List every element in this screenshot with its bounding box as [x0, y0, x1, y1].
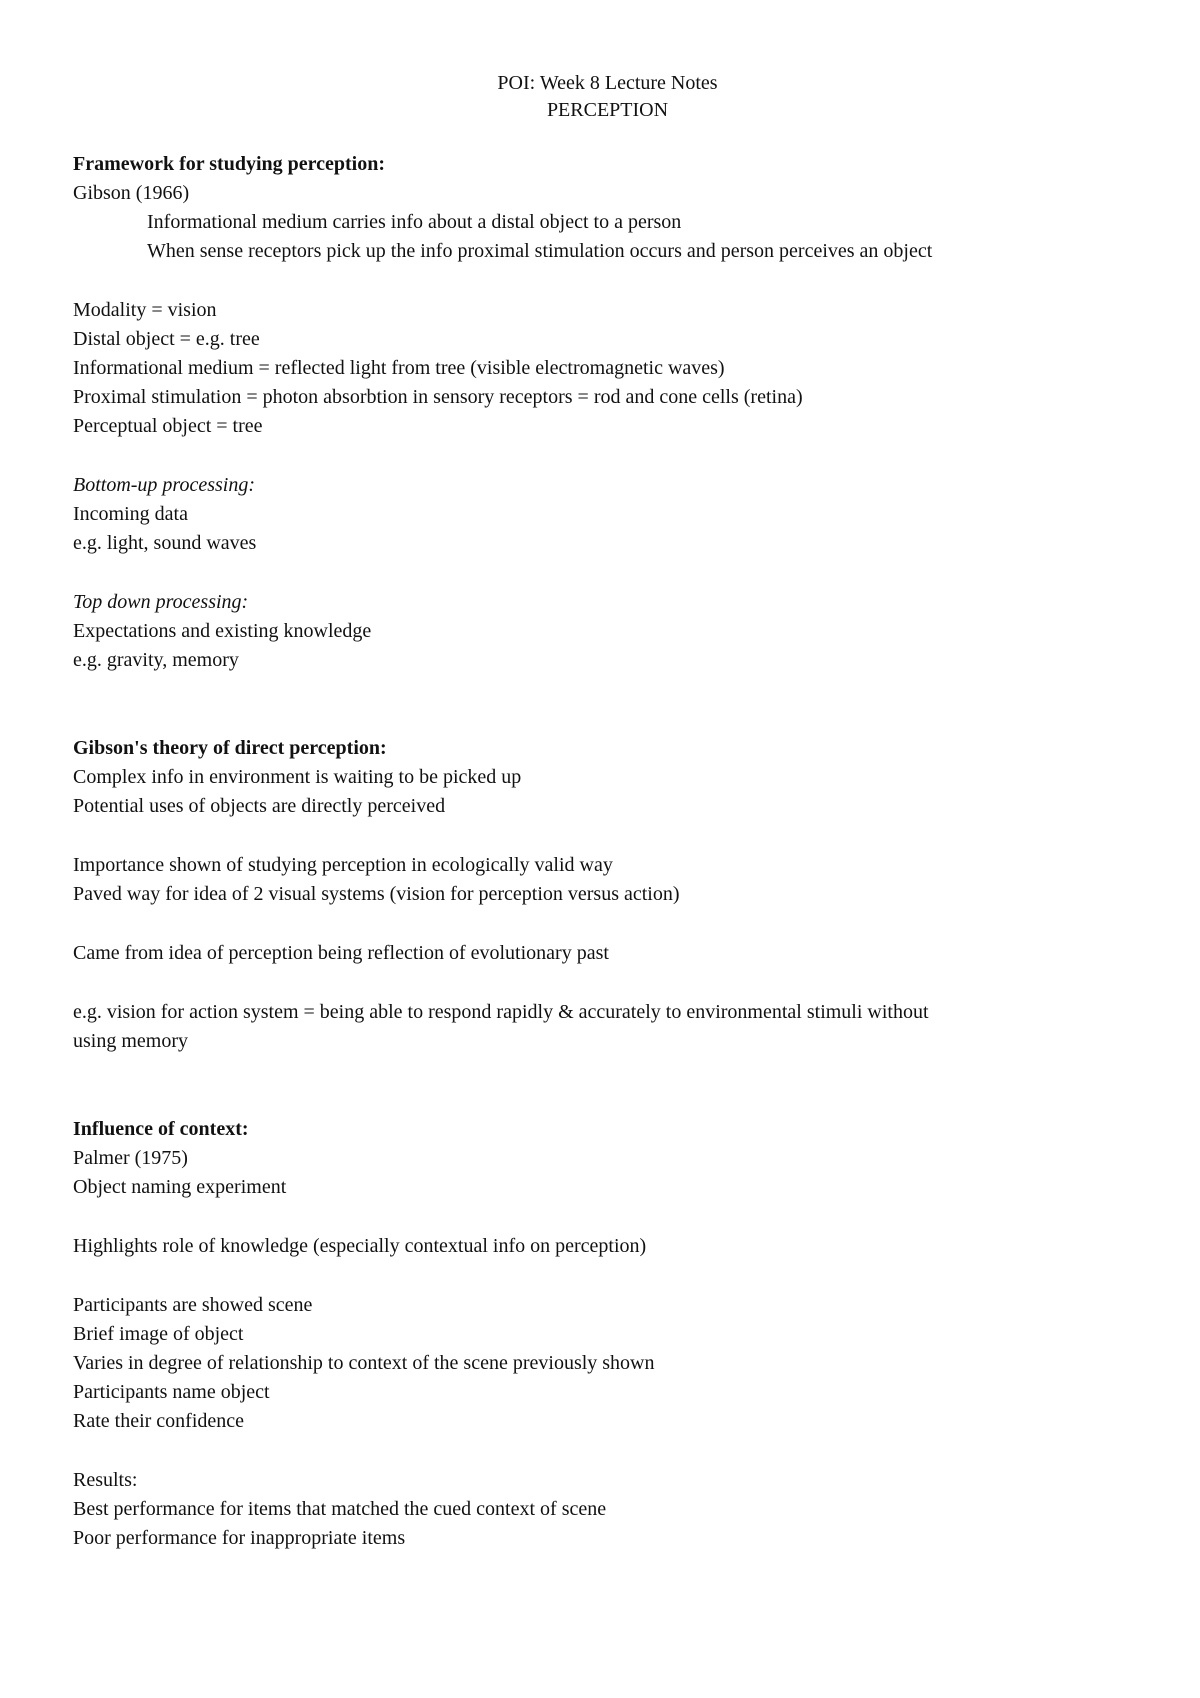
top-down-label: Top down processing:	[73, 591, 249, 613]
framework-point: When sense receptors pick up the info proximal stimulation occurs and person perceives an object	[147, 240, 933, 262]
bottom-up-label: Bottom-up processing:	[73, 474, 256, 496]
direct-perception-line: Came from idea of perception being reflection of evolutionary past	[73, 942, 609, 964]
context-line: Highlights role of knowledge (especially contextual info on perception)	[73, 1235, 647, 1257]
context-line: Object naming experiment	[73, 1176, 287, 1198]
results-label: Results:	[73, 1469, 138, 1491]
direct-perception-line: using memory	[73, 1030, 188, 1052]
example-line: Perceptual object = tree	[73, 415, 263, 437]
document-topic: PERCEPTION	[546, 99, 669, 121]
example-line: Distal object = e.g. tree	[73, 328, 260, 350]
section-heading-direct-perception: Gibson's theory of direct perception:	[73, 737, 387, 759]
result-line: Best performance for items that matched the cued context of scene	[73, 1498, 607, 1520]
context-step: Participants are showed scene	[73, 1294, 313, 1316]
bottom-up-line: e.g. light, sound waves	[73, 532, 257, 554]
framework-point: Informational medium carries info about a distal object to a person	[147, 211, 682, 233]
document-title: POI: Week 8 Lecture Notes	[497, 72, 718, 94]
context-step: Rate their confidence	[73, 1410, 245, 1432]
context-step: Participants name object	[73, 1381, 270, 1403]
example-line: Proximal stimulation = photon absorbtion in sensory receptors = rod and cone cells (retina)	[73, 386, 803, 408]
result-line: Poor performance for inappropriate items	[73, 1527, 406, 1549]
section-heading-framework: Framework for studying perception:	[73, 153, 386, 175]
direct-perception-line: Potential uses of objects are directly perceived	[73, 795, 446, 817]
direct-perception-line: Paved way for idea of 2 visual systems (vision for perception versus action)	[73, 883, 680, 905]
direct-perception-line: Complex info in environment is waiting to be picked up	[73, 766, 522, 788]
top-down-line: e.g. gravity, memory	[73, 649, 239, 671]
direct-perception-line: Importance shown of studying perception in ecologically valid way	[73, 854, 613, 876]
context-step: Brief image of object	[73, 1323, 244, 1345]
context-step: Varies in degree of relationship to context of the scene previously shown	[73, 1352, 655, 1374]
context-author: Palmer (1975)	[73, 1147, 188, 1169]
framework-author: Gibson (1966)	[73, 182, 190, 204]
example-line: Informational medium = reflected light from tree (visible electromagnetic waves)	[73, 357, 725, 379]
bottom-up-line: Incoming data	[73, 503, 188, 525]
example-line: Modality = vision	[73, 299, 217, 321]
section-heading-context: Influence of context:	[73, 1118, 249, 1140]
direct-perception-line: e.g. vision for action system = being able to respond rapidly & accurately to environmental stimuli without	[73, 1001, 929, 1023]
top-down-line: Expectations and existing knowledge	[73, 620, 372, 642]
